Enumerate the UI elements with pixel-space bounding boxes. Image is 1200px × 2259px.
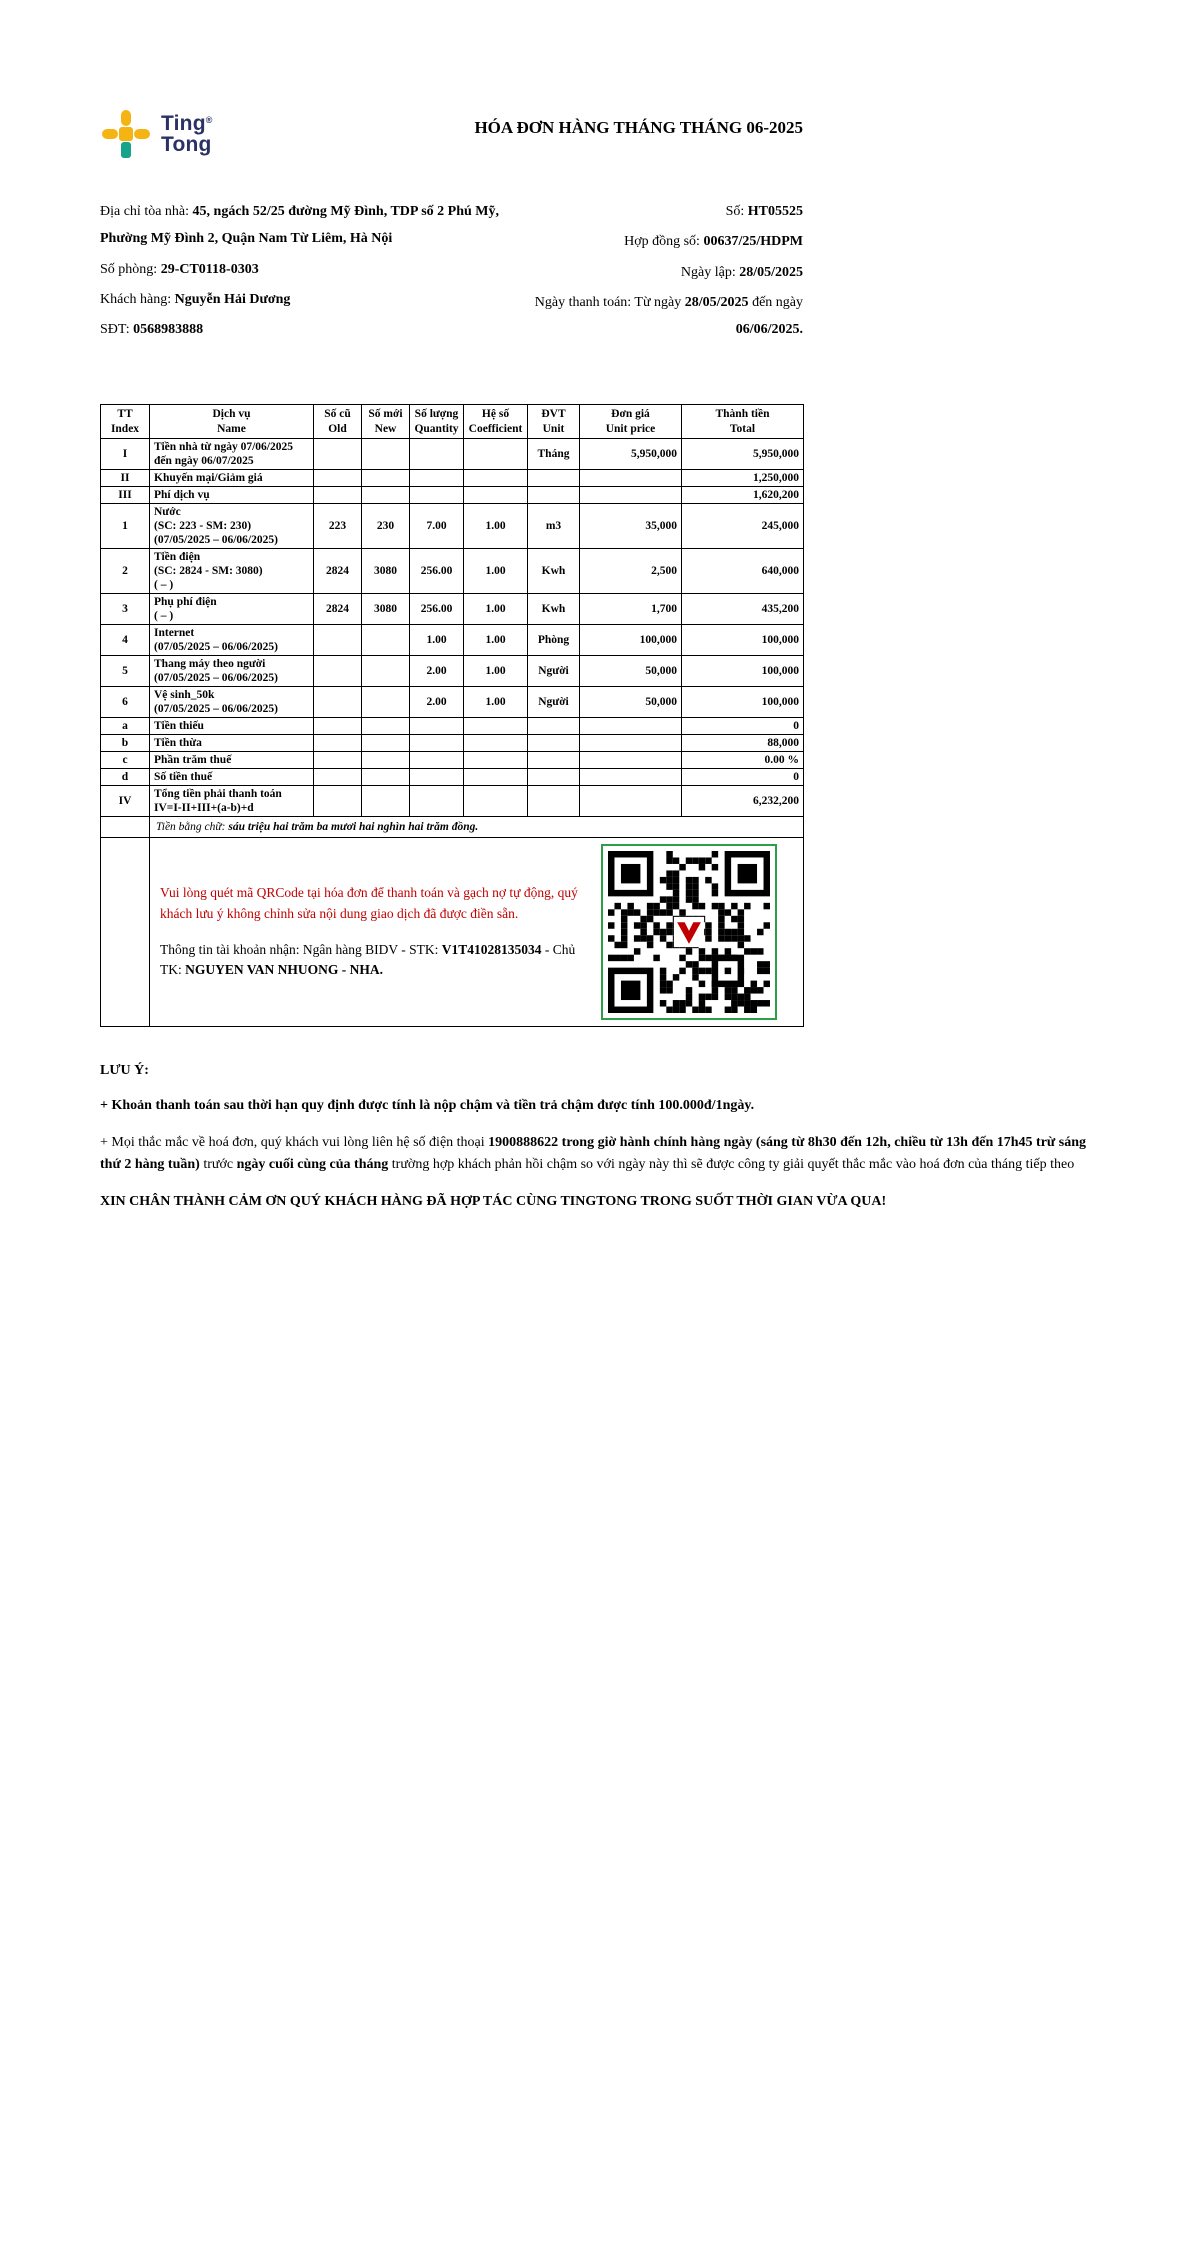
table-row: [101, 768, 804, 785]
cell-index-empty: [101, 816, 150, 837]
cell-qty: 2.00: [410, 655, 464, 686]
cell-unit: Tháng: [528, 438, 580, 469]
amount-in-words: [150, 816, 804, 837]
cell-new: [362, 785, 410, 816]
tingtong-logo-icon: [100, 108, 152, 160]
cell-index: 5: [101, 655, 150, 686]
invoice-main: [100, 108, 803, 1027]
text-part: Thông tin tài khoản nhận: Ngân hàng BIDV - STK:: [160, 941, 442, 957]
cell-old: 2824: [314, 593, 362, 624]
text-part: 45, ngách 52/25 đường Mỹ Đình, TDP số 2 Phú Mỹ, Phường Mỹ Đình 2, Quận Nam Từ Liêm, Hà Nội: [100, 204, 499, 247]
registered-mark: ®: [205, 114, 213, 125]
table-row: [101, 686, 804, 717]
logo-text-line2: Tong: [161, 133, 212, 156]
cell-unit: Người: [528, 655, 580, 686]
cell-total: 5,950,000: [682, 438, 804, 469]
cell-qty: [410, 486, 464, 503]
cell-new: [362, 624, 410, 655]
text-part: trường hợp khách phản hồi chậm so với ngày này thì sẽ được công ty giải quyết thắc mắc vào hoá đơn của tháng tiếp theo: [388, 1156, 1075, 1172]
table-header: [101, 405, 804, 438]
cell-coef: [464, 438, 528, 469]
cell-new: [362, 438, 410, 469]
text-part: 06/06/2025.: [735, 322, 803, 338]
text-part: đến ngày: [748, 294, 803, 310]
cell-unit: m3: [528, 503, 580, 548]
cell-total: 0: [682, 717, 804, 734]
text-part: 28/05/2025: [739, 264, 803, 280]
cell-total: 435,200: [682, 593, 804, 624]
cell-unit: Kwh: [528, 593, 580, 624]
text-part: Địa chỉ tòa nhà:: [100, 204, 193, 219]
cell-price: [580, 768, 682, 785]
cell-unit: Phòng: [528, 624, 580, 655]
tingtong-logo-text: [161, 113, 213, 156]
text-part: HT05525: [747, 204, 803, 219]
cell-new: [362, 734, 410, 751]
table-footer: [101, 816, 804, 1026]
table-row: [101, 785, 804, 816]
invoice-table: [100, 404, 804, 1026]
cell-total: 100,000: [682, 655, 804, 686]
info-line: [524, 228, 803, 255]
cell-new: 3080: [362, 593, 410, 624]
text-part: 29-CT0118-0303: [160, 261, 259, 277]
cell-old: [314, 785, 362, 816]
cell-index: 6: [101, 686, 150, 717]
cell-new: [362, 717, 410, 734]
column-header-old: Số cũ Old: [314, 405, 362, 438]
cell-new: [362, 686, 410, 717]
cell-unit: [528, 751, 580, 768]
cell-new: [362, 469, 410, 486]
cell-qty: 1.00: [410, 624, 464, 655]
cell-qty: 7.00: [410, 503, 464, 548]
cell-name: Vệ sinh_50k (07/05/2025 – 06/06/2025): [150, 686, 314, 717]
cell-old: [314, 751, 362, 768]
column-header-quantity: Số lượng Quantity: [410, 405, 464, 438]
late-payment-note: + Khoản thanh toán sau thời hạn quy định được tính là nộp chậm và tiền trả chậm được tính 100.000đ/1ngày.: [100, 1097, 755, 1113]
amount-in-words-row: [101, 816, 804, 837]
cell-name: Internet (07/05/2025 – 06/06/2025): [150, 624, 314, 655]
info-line: [524, 289, 803, 344]
cell-total: 1,250,000: [682, 469, 804, 486]
cell-price: 5,950,000: [580, 438, 682, 469]
cell-old: [314, 686, 362, 717]
cell-qty: [410, 734, 464, 751]
notes-section: [100, 1063, 1100, 1212]
customer-info: [100, 198, 524, 346]
cell-coef: 1.00: [464, 503, 528, 548]
payment-instructions: [160, 883, 600, 980]
cell-qty: 2.00: [410, 686, 464, 717]
cell-index: IV: [101, 785, 150, 816]
cell-qty: 256.00: [410, 593, 464, 624]
invoice-header: [100, 108, 803, 160]
text-part: V1T41028135034: [441, 941, 542, 957]
cell-index: d: [101, 768, 150, 785]
cell-old: [314, 624, 362, 655]
cell-new: [362, 486, 410, 503]
text-part: Số:: [725, 204, 748, 219]
cell-price: 100,000: [580, 624, 682, 655]
cell-coef: 1.00: [464, 624, 528, 655]
cell-new: 3080: [362, 548, 410, 593]
text-part: Hợp đồng số:: [624, 234, 704, 250]
cell-old: [314, 717, 362, 734]
cell-old: [314, 486, 362, 503]
table-row: [101, 655, 804, 686]
cell-price: 35,000: [580, 503, 682, 548]
cell-index: 1: [101, 503, 150, 548]
cell-name: Số tiền thuế: [150, 768, 314, 785]
text-part: NGUYEN VAN NHUONG - NHA.: [185, 962, 384, 978]
cell-price: 50,000: [580, 655, 682, 686]
thank-you-note: XIN CHÂN THÀNH CẢM ƠN QUÝ KHÁCH HÀNG ĐÃ HỢP TÁC CÙNG TINGTONG TRONG SUỐT THỜI GIAN VỪA QUA!: [100, 1194, 887, 1210]
cell-unit: Người: [528, 686, 580, 717]
invoice-title: HÓA ĐƠN HÀNG THÁNG THÁNG 06-2025: [474, 118, 803, 137]
cell-old: [314, 655, 362, 686]
cell-total: 100,000: [682, 686, 804, 717]
cell-name: Tổng tiền phải thanh toán IV=I-II+III+(a-b)+d: [150, 785, 314, 816]
cell-coef: 1.00: [464, 593, 528, 624]
text-part: sáu triệu hai trăm ba mươi hai nghìn hai trăm đồng.: [228, 820, 479, 833]
cell-new: [362, 768, 410, 785]
text-part: SĐT:: [100, 322, 134, 338]
cell-new: [362, 655, 410, 686]
cell-total: 1,620,200: [682, 486, 804, 503]
cell-name: Tiền điện (SC: 2824 - SM: 3080) ( – ): [150, 548, 314, 593]
cell-unit: [528, 768, 580, 785]
account-info: [160, 940, 600, 981]
cell-price: [580, 734, 682, 751]
cell-old: 2824: [314, 548, 362, 593]
cell-unit: [528, 734, 580, 751]
cell-index-empty: [101, 837, 150, 1026]
cell-index: c: [101, 751, 150, 768]
text-part: + Mọi thắc mắc về hoá đơn, quý khách vui lòng liên hệ số điện thoại: [100, 1134, 489, 1150]
cell-qty: [410, 438, 464, 469]
cell-name: Khuyến mại/Giảm giá: [150, 469, 314, 486]
cell-total: 0.00 %: [682, 751, 804, 768]
info-line: [100, 198, 524, 253]
cell-total: 88,000: [682, 734, 804, 751]
qr-section: [150, 837, 804, 1026]
cell-coef: [464, 486, 528, 503]
table-row: [101, 717, 804, 734]
cell-index: II: [101, 469, 150, 486]
text-part: ngày cuối cùng của tháng: [236, 1156, 389, 1172]
cell-price: [580, 785, 682, 816]
cell-coef: [464, 734, 528, 751]
info-line: [100, 256, 524, 283]
cell-price: 2,500: [580, 548, 682, 593]
cell-price: 1,700: [580, 593, 682, 624]
table-body: [101, 438, 804, 816]
column-header-total: Thành tiền Total: [682, 405, 804, 438]
text-part: 00637/25/HDPM: [703, 234, 803, 250]
cell-old: [314, 438, 362, 469]
info-line: [524, 259, 803, 286]
cell-price: [580, 486, 682, 503]
cell-qty: [410, 751, 464, 768]
text-part: trước: [199, 1156, 237, 1172]
cell-index: b: [101, 734, 150, 751]
cell-coef: 1.00: [464, 686, 528, 717]
cell-coef: [464, 717, 528, 734]
cell-name: Nước (SC: 223 - SM: 230) (07/05/2025 – 06/06/2025): [150, 503, 314, 548]
text-part: 28/05/2025: [684, 294, 749, 310]
info-line: [100, 286, 524, 313]
cell-old: [314, 768, 362, 785]
cell-coef: [464, 768, 528, 785]
cell-total: 6,232,200: [682, 785, 804, 816]
cell-total: 245,000: [682, 503, 804, 548]
notes-title: LƯU Ý:: [100, 1062, 149, 1078]
cell-total: 0: [682, 768, 804, 785]
text-part: - Chủ TK:: [160, 941, 576, 978]
cell-unit: Kwh: [528, 548, 580, 593]
cell-index: a: [101, 717, 150, 734]
cell-name: Thang máy theo người (07/05/2025 – 06/06/2025): [150, 655, 314, 686]
text-part: Tiền bằng chữ:: [156, 820, 229, 833]
table-row: [101, 438, 804, 469]
invoice-info: [100, 198, 803, 346]
qr-instruction-text: Vui lòng quét mã QRCode tại hóa đơn để thanh toán và gạch nợ tự động, quý khách lưu ý không chỉnh sửa nội dung giao dịch đã được điền sẵn.: [160, 885, 578, 921]
cell-index: III: [101, 486, 150, 503]
text-part: Ngày thanh toán: Từ ngày: [534, 294, 685, 310]
qr-section-layout: [160, 844, 793, 1020]
table-row: [101, 593, 804, 624]
cell-old: [314, 469, 362, 486]
cell-name: Tiền nhà từ ngày 07/06/2025 đến ngày 06/07/2025: [150, 438, 314, 469]
payment-qr-code: [601, 844, 777, 1020]
column-header-service: Dịch vụ Name: [150, 405, 314, 438]
text-part: 0568983888: [133, 322, 204, 338]
cell-coef: 1.00: [464, 655, 528, 686]
cell-name: Tiền thừa: [150, 734, 314, 751]
cell-coef: [464, 751, 528, 768]
cell-qty: [410, 768, 464, 785]
text-part: Nguyễn Hải Dương: [174, 291, 291, 307]
cell-name: Phần trăm thuế: [150, 751, 314, 768]
table-row: [101, 751, 804, 768]
cell-price: [580, 751, 682, 768]
cell-unit: [528, 486, 580, 503]
table-row: [101, 486, 804, 503]
cell-price: [580, 469, 682, 486]
cell-qty: [410, 785, 464, 816]
invoice-meta: [524, 198, 803, 346]
info-line: [524, 198, 803, 225]
cell-old: 223: [314, 503, 362, 548]
hotline-note: [100, 1132, 1100, 1175]
cell-qty: 256.00: [410, 548, 464, 593]
cell-coef: [464, 469, 528, 486]
cell-unit: [528, 717, 580, 734]
cell-new: [362, 751, 410, 768]
cell-index: I: [101, 438, 150, 469]
table-row: [101, 548, 804, 593]
cell-name: Tiền thiếu: [150, 717, 314, 734]
column-header-unit: ĐVT Unit: [528, 405, 580, 438]
cell-old: [314, 734, 362, 751]
cell-price: 50,000: [580, 686, 682, 717]
cell-total: 640,000: [682, 548, 804, 593]
cell-coef: 1.00: [464, 548, 528, 593]
tingtong-logo: [100, 108, 213, 160]
logo-text-line1: Ting®: [161, 111, 213, 135]
cell-index: 2: [101, 548, 150, 593]
info-line: [100, 316, 524, 343]
column-header-tt: TT Index: [101, 405, 150, 438]
text-part: Khách hàng:: [100, 291, 175, 307]
cell-new: 230: [362, 503, 410, 548]
table-row: [101, 469, 804, 486]
text-part: 1900888622 trong giờ hành chính hàng ngày (sáng từ 8h30 đến 12h, chiều từ 13h đến 17h45 trừ sáng thứ 2 hàng tuần): [100, 1134, 1087, 1172]
cell-qty: [410, 717, 464, 734]
column-header-coefficient: Hệ số Coefficient: [464, 405, 528, 438]
text-part: Số phòng:: [100, 261, 161, 277]
table-header-row: [101, 405, 804, 438]
cell-coef: [464, 785, 528, 816]
column-header-new: Số mới New: [362, 405, 410, 438]
cell-index: 3: [101, 593, 150, 624]
cell-total: 100,000: [682, 624, 804, 655]
cell-unit: [528, 785, 580, 816]
qr-row: [101, 837, 804, 1026]
text-part: Ngày lập:: [680, 264, 740, 280]
table-row: [101, 503, 804, 548]
table-row: [101, 734, 804, 751]
cell-qty: [410, 469, 464, 486]
column-header-unit-price: Đơn giá Unit price: [580, 405, 682, 438]
table-row: [101, 624, 804, 655]
cell-unit: [528, 469, 580, 486]
cell-price: [580, 717, 682, 734]
cell-index: 4: [101, 624, 150, 655]
cell-name: Phụ phí điện ( – ): [150, 593, 314, 624]
cell-name: Phí dịch vụ: [150, 486, 314, 503]
